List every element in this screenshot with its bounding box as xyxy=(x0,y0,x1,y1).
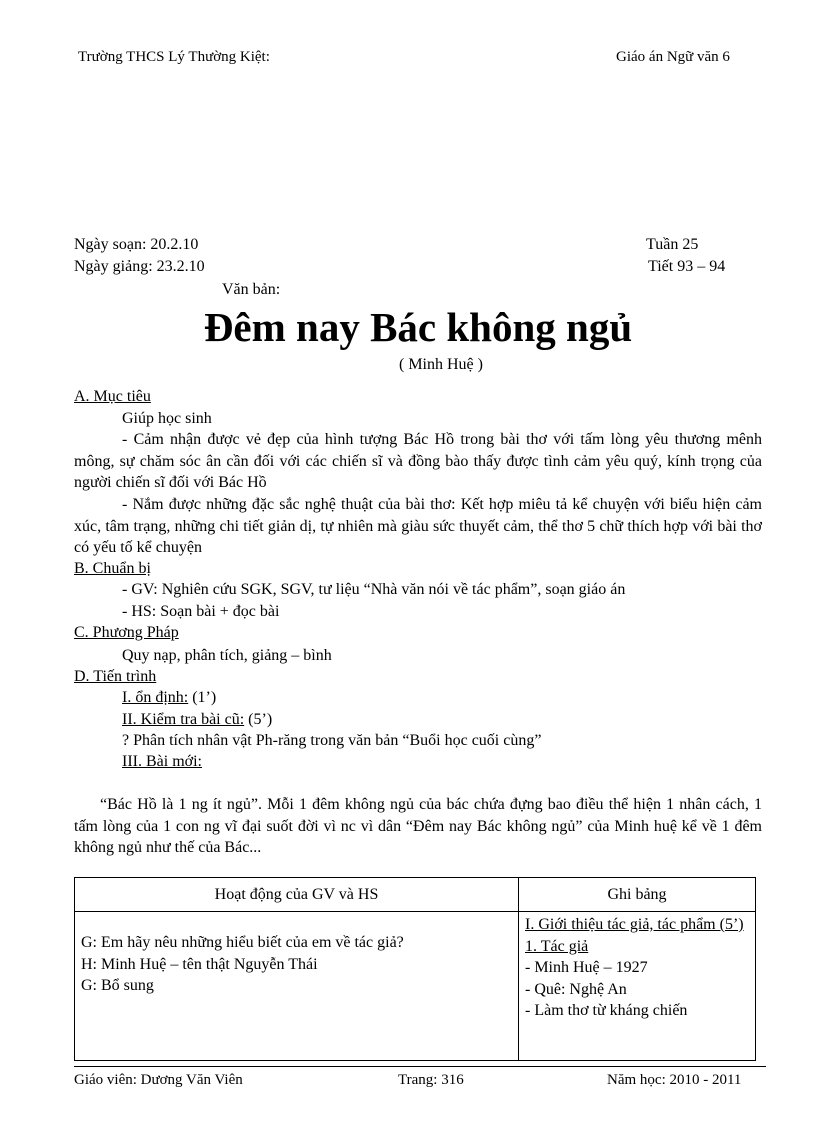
right-heading: I. Giới thiệu tác giả, tác phẩm (5’) xyxy=(525,916,744,933)
section-b-title: B. Chuẩn bị xyxy=(74,560,151,577)
left-line-2: H: Minh Huệ – tên thật Nguyễn Thái xyxy=(81,955,318,973)
section-a-p1-text: - Cảm nhận được vẻ đẹp của hình tượng Bác Hồ trong bài thơ với tấm lòng yêu thương mênh mông, sự chăm sóc ân cần đối với các chiến sĩ và đồng bào thấy được tình cảm yêu quý, kính trọng của người chiến sĩ đối với Bác Hồ xyxy=(74,431,762,491)
step-2 xyxy=(122,709,272,730)
section-a-intro: Giúp học sinh xyxy=(122,410,212,427)
right-line-1: - Minh Huệ – 1927 xyxy=(525,959,648,976)
school-name: Trường THCS Lý Thường Kiệt: xyxy=(78,49,270,65)
footer-year: Năm học: 2010 - 2011 xyxy=(607,1072,742,1088)
left-cell xyxy=(75,912,519,1061)
footer-teacher: Giáo viên: Dương Văn Viên xyxy=(74,1072,243,1088)
section-b-gv: - GV: Nghiên cứu SGK, SGV, tư liệu “Nhà văn nói về tác phẩm”, soạn giáo án xyxy=(122,581,626,598)
step-1-time: (1’) xyxy=(188,689,217,706)
section-c-title: C. Phương Pháp xyxy=(74,624,179,641)
section-d-title: D. Tiến trình xyxy=(74,668,157,685)
left-line-1: G: Em hãy nêu những hiểu biết của em về tác giả? xyxy=(81,934,404,951)
section-a-paragraph-1 xyxy=(74,429,762,494)
teach-date: Ngày giảng: 23.2.10 xyxy=(74,258,205,275)
table-header-row xyxy=(75,878,756,912)
prep-date: Ngày soạn: 20.2.10 xyxy=(74,236,199,253)
left-line-3: G: Bổ sung xyxy=(81,977,154,994)
right-line-2: - Quê: Nghệ An xyxy=(525,980,627,998)
week: Tuần 25 xyxy=(646,236,699,253)
section-c-text: Quy nạp, phân tích, giảng – bình xyxy=(122,647,332,664)
step-2-question: ? Phân tích nhân vật Ph-răng trong văn bản “Buổi học cuối cùng” xyxy=(122,732,542,749)
col1-header: Hoạt động của GV và HS xyxy=(75,878,519,912)
step-2-label: II. Kiểm tra bài cũ: xyxy=(122,711,245,728)
step-1 xyxy=(122,687,216,708)
section-a-p2-text: - Nắm được những đặc sắc nghệ thuật của bài thơ: Kết hợp miêu tả kể chuyện với biểu hiện cảm xúc, tâm trạng, những chi tiết giản dị, tự nhiên mà giàu sức thuyết cảm, thể thơ 5 chữ thích hợp với bài thơ có yếu tố kể chuyện xyxy=(74,496,762,556)
step-1-label: I. ổn định: xyxy=(122,689,189,706)
page-title: Đêm nay Bác không ngủ xyxy=(203,304,633,350)
right-line-3: - Làm thơ từ kháng chiến xyxy=(525,1002,688,1019)
period: Tiết 93 – 94 xyxy=(648,258,726,275)
step-3-label: III. Bài mới: xyxy=(122,753,202,770)
right-cell xyxy=(519,912,756,1061)
footer-divider xyxy=(74,1066,766,1067)
intro-text: “Bác Hồ là 1 ng ít ngủ”. Mỗi 1 đêm không ngủ của bác chứa đựng bao điều thể hiện 1 nhân cách, 1 tấm lòng của 1 con ng vĩ đại suốt đời vì nc vì dân “Đêm nay Bác không ngủ” của Minh huệ kể về 1 đêm không ngủ như thế của Bác... xyxy=(74,796,762,856)
footer-page: Trang: 316 xyxy=(398,1072,464,1088)
right-subheading: 1. Tác giả xyxy=(525,937,589,955)
section-b-hs: - HS: Soạn bài + đọc bài xyxy=(122,603,280,620)
author: ( Minh Huệ ) xyxy=(399,356,483,373)
step-2-time: (5’) xyxy=(244,711,273,728)
lesson-table xyxy=(74,877,756,1061)
section-a-title: A. Mục tiêu xyxy=(74,388,151,405)
intro-paragraph xyxy=(74,794,762,859)
table-row xyxy=(75,912,756,1061)
section-a-paragraph-2 xyxy=(74,494,762,559)
subject-title: Giáo án Ngữ văn 6 xyxy=(616,49,730,65)
text-label: Văn bản: xyxy=(222,281,281,298)
col2-header: Ghi bảng xyxy=(519,878,756,912)
